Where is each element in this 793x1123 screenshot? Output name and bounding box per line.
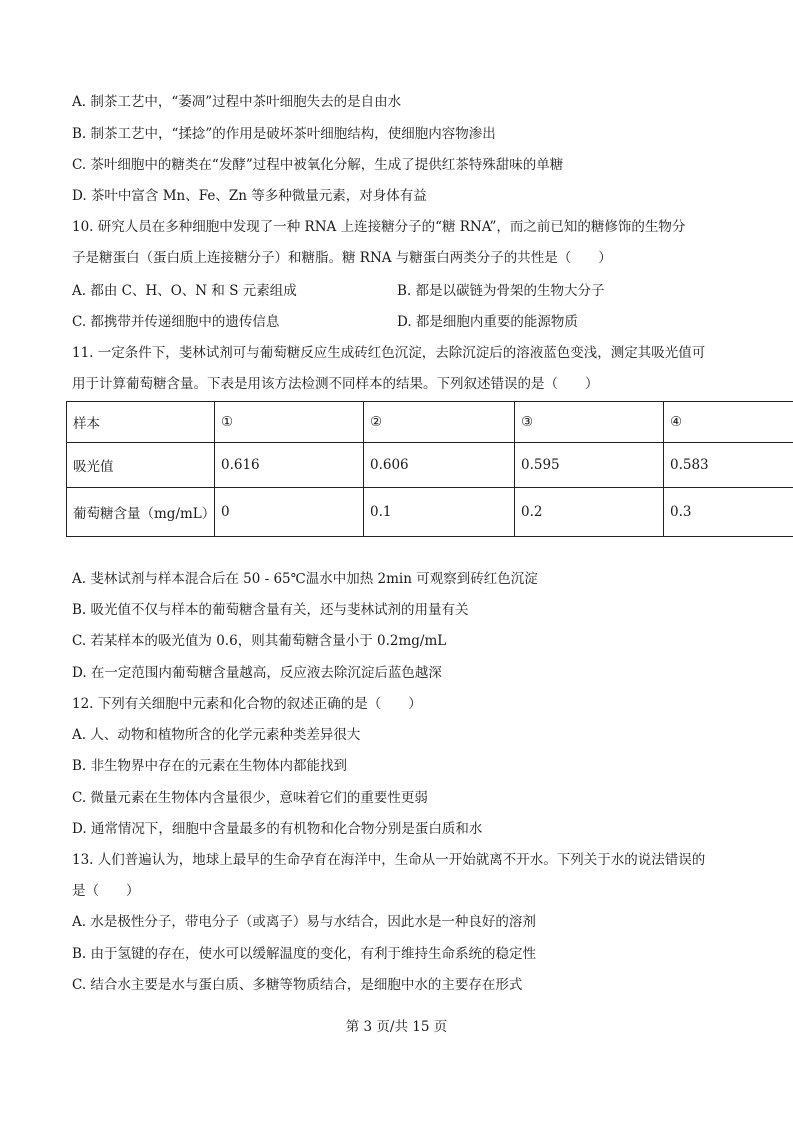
q12-option-c: C. 微量元素在生物体内含量很少，意味着它们的重要性更弱 bbox=[72, 790, 428, 806]
q11-stem-line2: 用于计算葡萄糖含量。下表是用该方法检测不同样本的结果。下列叙述错误的是（ ） bbox=[72, 376, 599, 392]
q10-option-a: A. 都由 C、H、O、N 和 S 元素组成 bbox=[72, 283, 297, 299]
table-cell: ② bbox=[364, 402, 515, 443]
q13-option-a: A. 水是极性分子，带电分子（或离子）易与水结合，因此水是一种良好的溶剂 bbox=[72, 914, 536, 930]
table-cell: ④ bbox=[664, 402, 793, 443]
q12-stem: 12. 下列有关细胞中元素和化合物的叙述正确的是（ ） bbox=[72, 696, 422, 712]
q11-option-a: A. 斐林试剂与样本混合后在 50 - 65℃温水中加热 2min 可观察到砖红色沉淀 bbox=[72, 571, 538, 587]
table-cell: 0.1 bbox=[364, 488, 515, 537]
table-cell: 0.595 bbox=[515, 443, 664, 488]
table-header-row bbox=[67, 402, 793, 443]
q10-option-c: C. 都携带并传递细胞中的遗传信息 bbox=[72, 314, 280, 330]
table-row-absorbance bbox=[67, 443, 793, 488]
table-cell: 0.583 bbox=[664, 443, 793, 488]
q13-stem-line2: 是（ ） bbox=[72, 883, 140, 899]
q10-stem-line2: 子是糖蛋白（蛋白质上连接糖分子）和糖脂。糖 RNA 与糖蛋白两类分子的共性是（ ） bbox=[72, 250, 612, 266]
q9-option-d: D. 茶叶中富含 Mn、Fe、Zn 等多种微量元素，对身体有益 bbox=[72, 188, 427, 204]
q10-option-d: D. 都是细胞内重要的能源物质 bbox=[397, 314, 578, 330]
table-cell: 0 bbox=[215, 488, 364, 537]
q12-option-d: D. 通常情况下，细胞中含量最多的有机物和化合物分别是蛋白质和水 bbox=[72, 821, 483, 837]
table-cell: 0.3 bbox=[664, 488, 793, 537]
q12-option-a: A. 人、动物和植物所含的化学元素种类差异很大 bbox=[72, 727, 361, 743]
table-row-glucose bbox=[67, 488, 793, 537]
q9-option-b: B. 制茶工艺中，“揉捻”的作用是破坏茶叶细胞结构，使细胞内容物渗出 bbox=[72, 126, 496, 142]
table-cell: ③ bbox=[515, 402, 664, 443]
q11-option-c: C. 若某样本的吸光值为 0.6，则其葡萄糖含量小于 0.2mg/mL bbox=[72, 633, 447, 649]
q11-option-b: B. 吸光值不仅与样本的葡萄糖含量有关，还与斐林试剂的用量有关 bbox=[72, 602, 469, 618]
q11-option-d: D. 在一定范围内葡萄糖含量越高，反应液去除沉淀后蓝色越深 bbox=[72, 665, 442, 681]
q9-option-a: A. 制茶工艺中，“萎凋”过程中茶叶细胞失去的是自由水 bbox=[72, 94, 402, 110]
table-cell: 样本 bbox=[67, 402, 215, 443]
table-cell: 0.606 bbox=[364, 443, 515, 488]
q10-option-b: B. 都是以碳链为骨架的生物大分子 bbox=[397, 283, 605, 299]
table-cell: 吸光值 bbox=[67, 443, 215, 488]
q13-option-c: C. 结合水主要是水与蛋白质、多糖等物质结合，是细胞中水的主要存在形式 bbox=[72, 977, 523, 993]
table-cell: ① bbox=[215, 402, 364, 443]
q9-option-c: C. 茶叶细胞中的糖类在“发酵”过程中被氧化分解，生成了提供红茶特殊甜味的单糖 bbox=[72, 157, 564, 173]
q12-option-b: B. 非生物界中存在的元素在生物体内都能找到 bbox=[72, 758, 348, 774]
q13-stem-line1: 13. 人们普遍认为，地球上最早的生命孕育在海洋中，生命从一开始就离不开水。下列关于水的说法错误的 bbox=[72, 852, 706, 868]
page-number-footer: 第 3 页/共 15 页 bbox=[345, 1019, 448, 1035]
table-cell: 葡萄糖含量（mg/mL） bbox=[67, 488, 215, 537]
table-cell: 0.616 bbox=[215, 443, 364, 488]
table-cell: 0.2 bbox=[515, 488, 664, 537]
q10-stem-line1: 10. 研究人员在多种细胞中发现了一种 RNA 上连接糖分子的“糖 RNA”，而之前已知的糖修饰的生物分 bbox=[72, 219, 686, 235]
q13-option-b: B. 由于氢键的存在，使水可以缓解温度的变化，有利于维持生命系统的稳定性 bbox=[72, 946, 537, 962]
q11-results-table bbox=[66, 401, 793, 537]
q11-stem-line1: 11. 一定条件下，斐林试剂可与葡萄糖反应生成砖红色沉淀，去除沉淀后的溶液蓝色变浅，测定其吸光值可 bbox=[72, 345, 706, 361]
